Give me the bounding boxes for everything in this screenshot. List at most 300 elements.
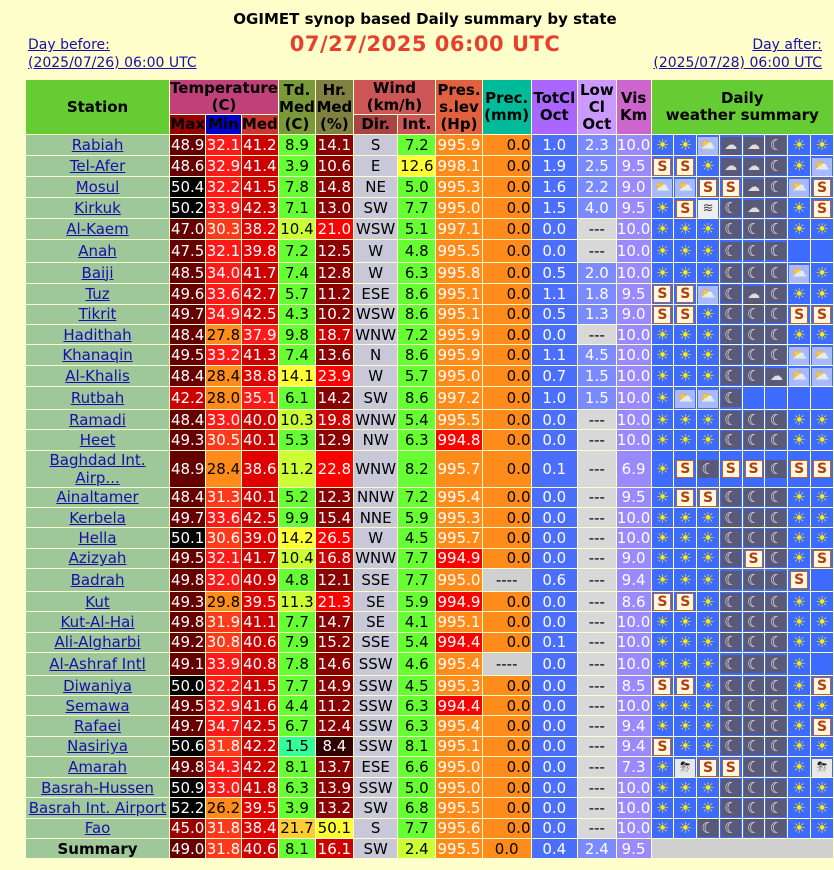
weather-slot-7	[788, 818, 811, 838]
wind-dir-cell: SSE	[353, 568, 398, 591]
station-link[interactable]: Tel-Afer	[69, 157, 126, 176]
sun-icon: ☀	[701, 717, 715, 736]
station-link[interactable]: Hella	[78, 529, 117, 548]
med-temp-cell: 38.6	[241, 450, 278, 487]
summary-min: 31.8	[206, 839, 241, 858]
pressure-cell: 995.3	[437, 508, 481, 527]
total-cloud-cell: 0.0	[531, 736, 578, 756]
station-link[interactable]: Ramadi	[69, 410, 126, 429]
moon-icon: ☾	[766, 285, 786, 303]
weather-slot-8	[811, 798, 834, 818]
visibility-cell: 10.0	[616, 367, 651, 386]
sandstorm-icon: S	[722, 460, 740, 478]
weather-slot-1	[651, 239, 674, 262]
moon-icon: ☾	[721, 633, 741, 651]
visibility-cell: 8.5	[616, 675, 651, 695]
weather-slot-7	[788, 283, 811, 304]
weather-slot-6	[765, 366, 788, 387]
day-after-nav[interactable]	[653, 36, 822, 72]
summary-weather-empty	[651, 838, 833, 858]
sandstorm-icon: S	[653, 306, 671, 324]
dewpoint-cell: 3.9	[278, 156, 315, 177]
station-link[interactable]: Heet	[79, 431, 116, 450]
moon-icon: ☾	[721, 737, 741, 755]
weather-slot-5	[742, 324, 765, 344]
station-link[interactable]: Diwaniya	[63, 676, 132, 695]
table-row	[26, 283, 834, 304]
sun-icon: ☀	[655, 367, 670, 386]
weather-slot-6	[765, 757, 788, 778]
weather-slot-8	[811, 736, 834, 756]
weather-slot-8	[811, 632, 834, 652]
weather-slot-7	[788, 716, 811, 736]
humidity-cell: 11.2	[315, 696, 353, 716]
total-cloud-cell: 0.0	[531, 410, 578, 430]
weather-slot-1	[651, 716, 674, 736]
visibility-cell: 10.0	[616, 633, 651, 652]
med-temp-cell: 41.2	[243, 136, 277, 155]
station-cell	[26, 736, 170, 756]
humidity-cell: 13.9	[315, 778, 353, 798]
weather-slot-7	[788, 387, 811, 410]
station-link[interactable]: Azizyah	[68, 549, 127, 568]
min-temp-cell: 28.4	[206, 450, 241, 487]
visibility-cell: 9.5	[616, 283, 651, 304]
max-temp-cell: 49.8	[170, 612, 205, 631]
weather-slot-8	[811, 304, 834, 324]
low-cloud-cell: ---	[578, 757, 617, 778]
visibility-cell: 9.0	[616, 304, 651, 324]
empty-slot	[766, 387, 786, 405]
max-temp-cell: 42.2	[170, 387, 206, 410]
station-link[interactable]: Anah	[78, 241, 117, 260]
weather-slot-4	[719, 548, 742, 568]
precip-cell: ----	[482, 652, 531, 675]
sun-icon: ☀	[678, 778, 692, 797]
moon-icon: ☾	[721, 242, 741, 260]
sun-icon: ☀	[701, 654, 715, 673]
precip-cell: ----	[482, 568, 531, 591]
wind-int-cell: 7.7	[398, 818, 436, 838]
station-cell	[26, 387, 170, 410]
weather-slot-4	[719, 239, 742, 262]
pressure-cell: 995.9	[437, 346, 481, 365]
weather-slot-7	[788, 345, 811, 366]
weather-slot-3	[697, 304, 720, 324]
thunderstorm-icon: ⛈	[812, 759, 832, 777]
empty-slot	[744, 387, 764, 405]
min-temp-cell: 31.8	[206, 737, 241, 756]
station-link[interactable]: Al-Kaem	[66, 219, 129, 238]
weather-slot-4	[719, 508, 742, 528]
moon-icon: ☾	[744, 367, 764, 385]
humidity-cell: 10.6	[315, 156, 353, 177]
weather-slot-8	[811, 778, 834, 798]
max-temp-cell: 48.9	[170, 136, 205, 155]
humidity-cell: 50.1	[315, 818, 353, 838]
weather-slot-2	[674, 736, 697, 756]
med-temp-cell: 42.5	[243, 305, 277, 324]
weather-slot-1	[651, 219, 674, 239]
col-med: Med	[241, 115, 278, 134]
min-temp-cell: 30.8	[206, 633, 241, 652]
station-link[interactable]: Tikrit	[78, 305, 117, 324]
station-link[interactable]: Basrah-Hussen	[41, 778, 154, 797]
med-temp-cell: 41.7	[243, 549, 277, 568]
col-wind: Wind (km/h)	[353, 80, 435, 115]
moon-icon: ☾	[721, 799, 741, 817]
sun-icon: ☀	[815, 798, 829, 817]
weather-slot-2	[674, 675, 697, 695]
weather-slot-8	[811, 675, 834, 695]
humidity-cell: 16.8	[315, 548, 353, 568]
sun-icon: ☀	[701, 696, 715, 715]
pressure-cell: 995.1	[437, 284, 481, 303]
sun-icon: ☀	[792, 199, 806, 218]
weather-slot-4	[719, 283, 742, 304]
weather-slot-2	[674, 430, 697, 450]
weather-slot-3	[697, 239, 720, 262]
med-temp-cell: 38.8	[243, 367, 277, 386]
max-temp-cell: 49.5	[170, 696, 205, 715]
weather-slot-7	[788, 430, 811, 450]
wind-dir-cell: SSW	[353, 778, 398, 798]
station-cell	[26, 410, 170, 430]
med-temp-cell: 42.2	[243, 758, 277, 777]
moon-icon: ☾	[721, 779, 741, 797]
weather-slot-4	[719, 387, 742, 410]
weather-slot-6	[765, 612, 788, 632]
station-link[interactable]: Al-Khalis	[65, 367, 130, 386]
station-link[interactable]: Baiji	[81, 263, 114, 282]
wind-int-cell: 7.2	[398, 487, 436, 507]
table-row	[26, 591, 834, 611]
sun-icon: ☀	[792, 798, 806, 817]
pressure-cell: 995.3	[437, 178, 481, 197]
moon-icon: ☾	[721, 220, 741, 238]
weather-slot-3	[697, 324, 720, 344]
precip-cell: 0.0	[482, 818, 531, 838]
weather-slot-2	[674, 135, 697, 156]
moon-icon: ☾	[744, 758, 764, 776]
low-cloud-cell: ---	[578, 508, 617, 528]
min-temp-cell: 30.6	[206, 529, 241, 548]
sun-icon: ☀	[655, 778, 670, 797]
weather-slot-6	[765, 262, 788, 283]
total-cloud-cell: 0.0	[531, 487, 578, 507]
visibility-cell: 9.4	[616, 568, 651, 591]
weather-slot-5	[742, 345, 765, 366]
low-cloud-cell: 2.2	[578, 177, 617, 198]
weather-slot-7	[788, 508, 811, 528]
weather-slot-2	[674, 177, 697, 198]
weather-slot-5	[742, 304, 765, 324]
weather-slot-4	[719, 818, 742, 838]
sandstorm-icon: S	[676, 306, 694, 324]
sun-icon: ☀	[701, 263, 715, 282]
wind-dir-cell: WNW	[355, 410, 397, 429]
station-link[interactable]: Al-Ashraf Intl	[49, 654, 146, 673]
moon-icon: ☾	[766, 529, 786, 547]
table-row	[26, 696, 834, 716]
station-link[interactable]: Ainaltamer	[56, 488, 139, 507]
dewpoint-cell: 3.9	[278, 798, 315, 818]
visibility-cell: 10.0	[616, 387, 651, 410]
sun-icon: ☀	[678, 346, 692, 365]
station-link[interactable]: Baghdad Int. Airp...	[49, 450, 146, 487]
weather-slot-3	[697, 410, 720, 430]
weather-slot-5	[742, 283, 765, 304]
cloud-sun-icon: ⛅	[791, 265, 808, 281]
station-link[interactable]: Rutbah	[70, 389, 125, 408]
wind-dir-cell: WNW	[353, 450, 398, 487]
total-cloud-cell: 0.1	[531, 450, 578, 487]
low-cloud-cell: 4.0	[578, 198, 617, 219]
moon-icon: ☾	[766, 633, 786, 651]
weather-slot-6	[765, 410, 788, 430]
weather-slot-7	[788, 736, 811, 756]
station-cell	[26, 156, 170, 177]
humidity-cell: 18.7	[315, 324, 353, 344]
station-link[interactable]: Kirkuk	[74, 199, 121, 218]
weather-slot-8	[811, 135, 834, 156]
precip-cell: 0.0	[482, 736, 531, 756]
weather-slot-3	[697, 387, 720, 410]
station-link[interactable]: Amarah	[68, 758, 127, 777]
weather-slot-7	[788, 757, 811, 778]
station-cell	[26, 239, 170, 262]
summary-hr: 16.1	[315, 838, 353, 858]
low-cloud-cell: ---	[578, 696, 617, 716]
station-cell	[26, 430, 170, 450]
humidity-cell: 26.5	[315, 528, 353, 548]
station-link[interactable]: Basrah Int. Airport	[28, 798, 167, 817]
dewpoint-cell: 8.1	[278, 757, 315, 778]
moon-icon: ☾	[744, 242, 764, 260]
sun-icon: ☀	[792, 758, 806, 777]
station-link[interactable]: Mosul	[75, 178, 120, 197]
med-temp-cell: 40.8	[241, 652, 278, 675]
weather-slot-6	[765, 736, 788, 756]
med-temp-cell: 42.3	[243, 199, 277, 218]
weather-slot-3	[697, 632, 720, 652]
pressure-cell: 994.9	[437, 592, 481, 611]
wind-int-cell: 7.2	[398, 324, 436, 344]
moon-icon: ☾	[744, 346, 764, 364]
col-pres: Pres. s.lev (Hp)	[436, 80, 483, 135]
moon-icon: ☾	[721, 655, 741, 673]
sun-icon: ☀	[655, 241, 670, 260]
weather-slot-3	[697, 696, 720, 716]
station-link[interactable]: Kut-Al-Hai	[60, 612, 135, 631]
station-cell	[26, 528, 170, 548]
low-cloud-cell: ---	[578, 798, 617, 818]
weather-slot-1	[651, 135, 674, 156]
moon-icon: ☾	[766, 242, 786, 260]
pressure-cell: 995.5	[436, 239, 483, 262]
sun-icon: ☀	[701, 612, 715, 631]
weather-slot-6	[765, 304, 788, 324]
sandstorm-icon: S	[676, 677, 694, 695]
wind-int-cell: 6.8	[398, 798, 436, 818]
station-link[interactable]: Badrah	[70, 570, 125, 589]
wind-int-cell: 5.9	[398, 591, 436, 611]
weather-slot-1	[651, 652, 674, 675]
humidity-cell: 19.8	[315, 410, 353, 430]
station-link[interactable]: Ali-Algharbi	[54, 633, 141, 652]
dewpoint-cell: 21.7	[280, 819, 314, 838]
weather-slot-4	[719, 652, 742, 675]
weather-slot-5	[742, 156, 765, 177]
weather-slot-2	[674, 716, 697, 736]
med-temp-cell: 42.5	[243, 717, 277, 736]
weather-slot-6	[765, 528, 788, 548]
weather-slot-5	[742, 135, 765, 156]
pressure-cell: 994.9	[437, 549, 481, 568]
sandstorm-icon: S	[813, 200, 831, 218]
dewpoint-cell: 1.5	[278, 736, 315, 756]
table-row	[26, 345, 834, 366]
weather-slot-5	[742, 736, 765, 756]
sun-icon: ☀	[655, 529, 670, 548]
sun-icon: ☀	[792, 488, 806, 507]
station-link[interactable]: Rabiah	[71, 136, 124, 155]
sun-icon: ☀	[792, 778, 806, 797]
total-cloud-cell: 0.1	[531, 632, 578, 652]
max-temp-cell: 49.2	[170, 633, 205, 652]
wind-dir-cell: WNW	[355, 549, 397, 568]
station-link[interactable]: Kerbela	[69, 508, 126, 527]
visibility-cell: 9.4	[616, 716, 651, 736]
station-link[interactable]: Khanaqin	[62, 346, 133, 365]
summary-td: 8.1	[278, 838, 315, 858]
weather-slot-3	[697, 430, 720, 450]
min-temp-cell: 34.3	[206, 758, 241, 777]
table-row	[26, 818, 834, 838]
sun-icon: ☀	[678, 819, 692, 838]
sun-icon: ☀	[792, 737, 806, 756]
visibility-cell: 10.0	[616, 612, 651, 631]
weather-slot-1	[651, 736, 674, 756]
pressure-cell: 995.7	[436, 450, 483, 487]
pressure-cell: 995.1	[437, 612, 481, 631]
moon-icon: ☾	[766, 305, 786, 323]
visibility-cell: 10.0	[616, 529, 651, 548]
day-after-date-link[interactable]: (2025/07/28) 06:00 UTC	[653, 55, 822, 71]
sun-icon: ☀	[792, 410, 806, 429]
day-before-link[interactable]: Day before:	[28, 37, 110, 53]
weather-slot-8	[811, 487, 834, 507]
weather-slot-8	[811, 410, 834, 430]
humidity-cell: 13.2	[315, 798, 353, 818]
med-temp-cell: 41.8	[243, 778, 277, 797]
weather-slot-2	[674, 410, 697, 430]
humidity-cell: 14.2	[315, 387, 353, 410]
visibility-cell: 9.5	[616, 198, 651, 219]
weather-slot-1	[651, 612, 674, 632]
weather-slot-5	[742, 548, 765, 568]
station-link[interactable]: Semawa	[65, 696, 130, 715]
min-temp-cell: 31.9	[206, 612, 241, 631]
weather-slot-6	[765, 632, 788, 652]
table-row	[26, 366, 834, 387]
sandstorm-icon: S	[653, 285, 671, 303]
total-cloud-cell: 0.0	[531, 675, 578, 695]
min-temp-cell: 32.9	[206, 157, 241, 176]
low-cloud-cell: ---	[578, 675, 617, 695]
haze-icon: ≋	[698, 200, 718, 218]
weather-slot-5	[742, 568, 765, 591]
humidity-cell: 12.5	[315, 239, 353, 262]
dewpoint-cell: 4.4	[278, 696, 315, 716]
weather-slot-3	[697, 591, 720, 611]
day-after-link[interactable]: Day after:	[752, 37, 822, 53]
sun-icon: ☀	[655, 612, 670, 631]
med-temp-cell: 39.5	[243, 798, 277, 817]
station-link[interactable]: Fao	[84, 819, 111, 838]
humidity-cell: 14.7	[315, 612, 353, 632]
total-cloud-cell: 0.0	[531, 652, 578, 675]
moon-icon: ☾	[721, 367, 741, 385]
day-before-date-link[interactable]: (2025/07/26) 06:00 UTC	[28, 55, 197, 71]
station-link[interactable]: Rafaei	[73, 717, 122, 736]
station-link[interactable]: Nasiriya	[67, 737, 128, 756]
weather-slot-3	[697, 612, 720, 632]
weather-slot-6	[765, 219, 788, 239]
max-temp-cell: 49.5	[170, 549, 205, 568]
moon-icon: ☾	[766, 509, 786, 527]
dewpoint-cell: 7.4	[278, 345, 315, 366]
weather-slot-1	[651, 262, 674, 283]
dewpoint-cell: 4.3	[278, 304, 315, 324]
weather-slot-6	[765, 239, 788, 262]
station-link[interactable]: Hadithah	[63, 325, 132, 344]
wind-dir-cell: SW	[353, 798, 398, 818]
cloud-sun-icon: ⛅	[654, 180, 671, 196]
total-cloud-cell: 0.0	[531, 528, 578, 548]
total-cloud-cell: 0.0	[531, 591, 578, 611]
station-link[interactable]: Tuz	[85, 284, 110, 303]
pressure-cell: 995.9	[437, 136, 481, 155]
sun-icon: ☀	[792, 633, 806, 652]
station-cell	[26, 716, 170, 736]
min-temp-cell: 33.2	[206, 346, 241, 365]
page-title: OGIMET synop based Daily summary by state	[233, 10, 617, 28]
moon-icon: ☾	[744, 509, 764, 527]
sun-icon: ☀	[655, 717, 670, 736]
weather-slot-2	[674, 304, 697, 324]
sun-icon: ☀	[792, 219, 806, 238]
moon-icon: ☾	[744, 431, 764, 449]
sun-icon: ☀	[655, 633, 670, 652]
dewpoint-cell: 7.1	[278, 198, 315, 219]
visibility-cell: 10.0	[616, 508, 651, 527]
moon-icon: ☾	[721, 549, 741, 567]
wind-dir-cell: ESE	[353, 283, 398, 304]
station-cell	[26, 345, 170, 366]
wind-dir-cell: E	[353, 156, 398, 177]
sun-icon: ☀	[701, 592, 715, 611]
sun-icon: ☀	[678, 529, 692, 548]
sun-icon: ☀	[701, 529, 715, 548]
wind-dir-cell: S	[353, 135, 398, 156]
station-link[interactable]: Kut	[85, 592, 110, 611]
low-cloud-cell: ---	[578, 568, 617, 591]
table-row	[26, 198, 834, 219]
precip-cell: 0.0	[482, 548, 531, 568]
weather-slot-4	[719, 675, 742, 695]
sun-icon: ☀	[655, 389, 670, 408]
